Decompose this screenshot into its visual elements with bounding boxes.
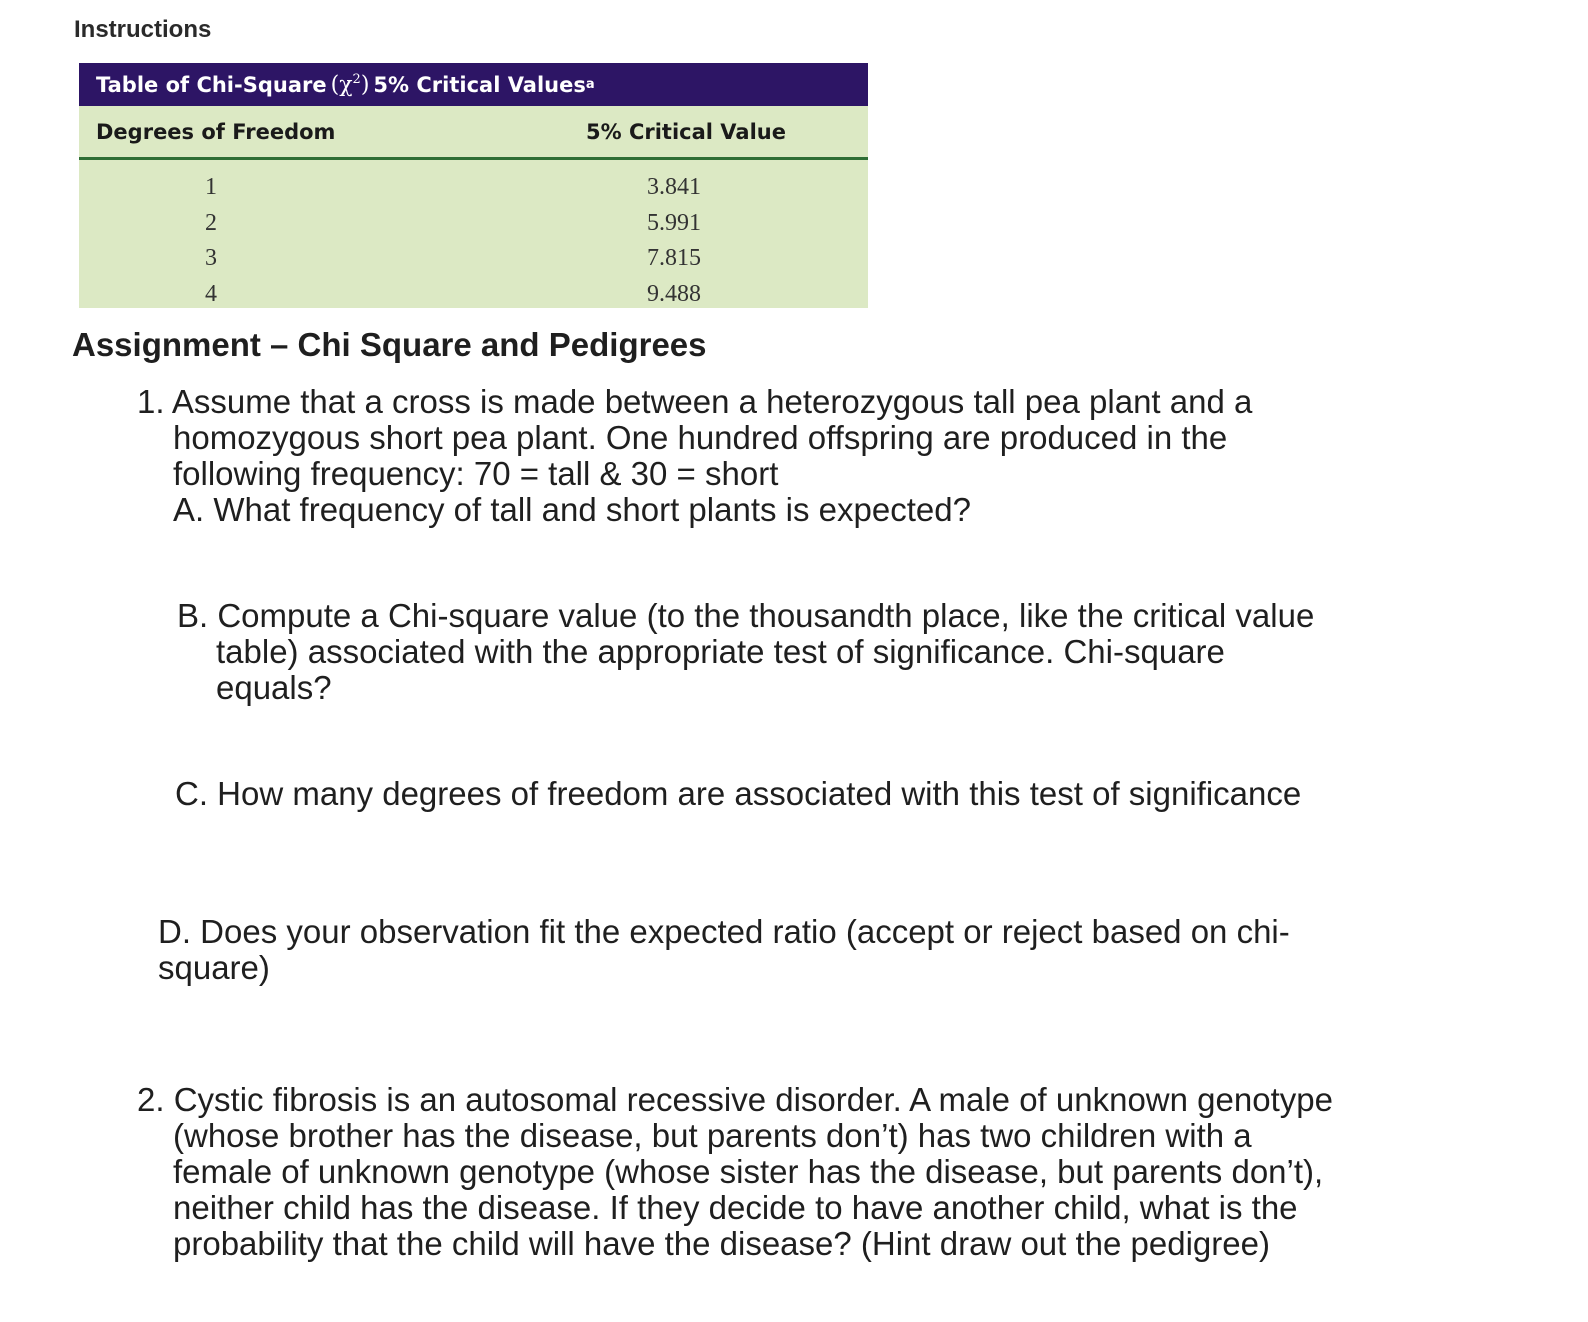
question-2-line: (whose brother has the disease, but parents don’t) has two children with a — [173, 1117, 1252, 1154]
table-row — [79, 174, 868, 210]
critical-value-cell: 3.841 — [647, 174, 701, 200]
question-2-line: 2. Cystic fibrosis is an autosomal recessive disorder. A male of unknown genotype — [137, 1081, 1333, 1118]
question-2 — [137, 1082, 1333, 1262]
question-1d — [158, 914, 1290, 986]
chi-table-title-suffix: 5% Critical Values — [373, 72, 586, 97]
question-1 — [137, 384, 1252, 528]
dof-cell: 2 — [205, 209, 217, 236]
critical-value-cell: 7.815 — [647, 245, 701, 271]
chi-table-footnote-mark: a — [585, 77, 595, 92]
question-1-line: homozygous short pea plant. One hundred offspring are produced in the — [173, 419, 1228, 456]
question-1b-line: table) associated with the appropriate test of significance. Chi-square — [216, 633, 1225, 670]
question-1d-line: square) — [158, 949, 270, 986]
chi-table-title-prefix: Table of Chi-Square — [96, 72, 327, 97]
dof-cell: 1 — [205, 174, 217, 200]
chi-table-body — [79, 160, 868, 308]
critical-value-cell: 9.488 — [647, 280, 701, 307]
table-row — [79, 210, 868, 246]
table-row — [79, 281, 868, 309]
question-2-line: probability that the child will have the disease? (Hint draw out the pedigree) — [173, 1225, 1270, 1262]
question-1c: C. How many degrees of freedom are associated with this test of significance — [175, 775, 1302, 812]
instructions-heading: Instructions — [74, 16, 212, 43]
dof-cell: 4 — [205, 280, 217, 307]
question-1b-line: equals? — [216, 669, 332, 706]
dof-cell: 3 — [205, 245, 217, 271]
chi-symbol: $(\chi^2)$ — [330, 71, 370, 98]
assignment-title: Assignment – Chi Square and Pedigrees — [72, 326, 707, 363]
table-row — [79, 245, 868, 281]
question-1d-line: D. Does your observation fit the expected ratio (accept or reject based on chi- — [158, 913, 1290, 950]
chi-table-title — [79, 63, 868, 106]
question-1b — [177, 598, 1314, 706]
question-1a: A. What frequency of tall and short plants is expected? — [173, 491, 971, 528]
question-1b-line: B. Compute a Chi-square value (to the thousandth place, like the critical value — [177, 597, 1315, 634]
critical-value-cell: 5.991 — [647, 209, 701, 236]
question-2-line: neither child has the disease. If they decide to have another child, what is the — [173, 1189, 1298, 1226]
question-1-line: following frequency: 70 = tall & 30 = short — [173, 455, 779, 492]
question-1-line: 1. Assume that a cross is made between a heterozygous tall pea plant and a — [137, 383, 1253, 420]
chi-table-header-row — [79, 106, 868, 160]
chi-square-table — [79, 63, 868, 308]
question-2-line: female of unknown genotype (whose sister has the disease, but parents don’t), — [173, 1153, 1324, 1190]
header-degrees-of-freedom: Degrees of Freedom — [96, 119, 336, 144]
header-critical-value: 5% Critical Value — [586, 119, 786, 144]
